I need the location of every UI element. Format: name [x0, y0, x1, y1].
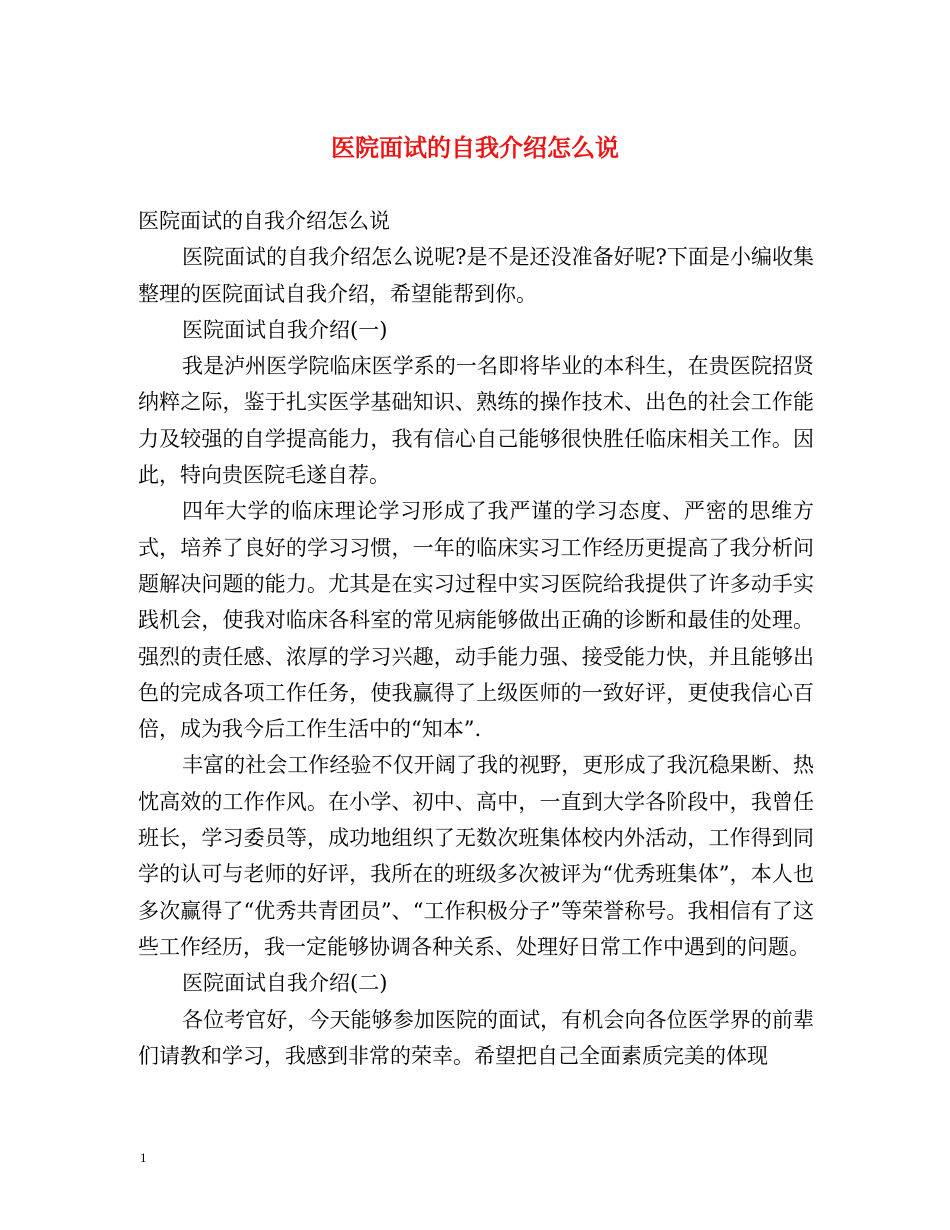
paragraph: 我是泸州医学院临床医学系的一名即将毕业的本科生，在贵医院招贤纳粹之际，鉴于扎实医学基础知识、熟练的操作技术、出色的社会工作能力及较强的自学提高能力，我有信心自己能够很快胜任临床相关工作。因此，特向贵医院毛遂自荐。 — [138, 354, 814, 488]
paragraph: 丰富的社会工作经验不仅开阔了我的视野，更形成了我沉稳果断、热忱高效的工作作风。在小学、初中、高中，一直到大学各阶段中，我曾任班长，学习委员等，成功地组织了无数次班集体校内外活动，工作得到同学的认可与老师的好评，我所在的班级多次被评为“优秀班集体”，本人也多次赢得了“优秀共青团员”、“工作积极分子”等荣誉称号。我相信有了这些工作经历，我一定能够协调各种关系、处理好日常工作中遇到的问题。 — [138, 753, 814, 959]
document-body — [138, 203, 814, 1074]
paragraph: 四年大学的临床理论学习形成了我严谨的学习态度、严密的思维方式，培养了良好的学习习惯，一年的临床实习工作经历更提高了我分析问题解决问题的能力。尤其是在实习过程中实习医院给我提供了许多动手实践机会，使我对临床各科室的常见病能够做出正确的诊断和最佳的处理。强烈的责任感、浓厚的学习兴趣，动手能力强、接受能力快，并且能够出色的完成各项工作任务，使我赢得了上级医师的一致好评，更使我信心百倍，成为我今后工作生活中的“知本”. — [138, 499, 814, 742]
paragraph: 各位考官好，今天能够参加医院的面试，有机会向各位医学界的前辈们请教和学习，我感到非常的荣幸。希望把自己全面素质完美的体现 — [138, 1007, 814, 1068]
section-heading-two: 医院面试自我介绍(二) — [182, 971, 388, 996]
section-heading-one: 医院面试自我介绍(一) — [182, 317, 388, 342]
page-number: 1 — [140, 1150, 147, 1165]
document-title: 医院面试的自我介绍怎么说 — [331, 133, 619, 162]
paragraph-heading: 医院面试的自我介绍怎么说 — [138, 209, 390, 233]
paragraph-intro: 医院面试的自我介绍怎么说呢?是不是还没准备好呢?下面是小编收集整理的医院面试自我介绍，希望能帮到你。 — [138, 245, 814, 306]
